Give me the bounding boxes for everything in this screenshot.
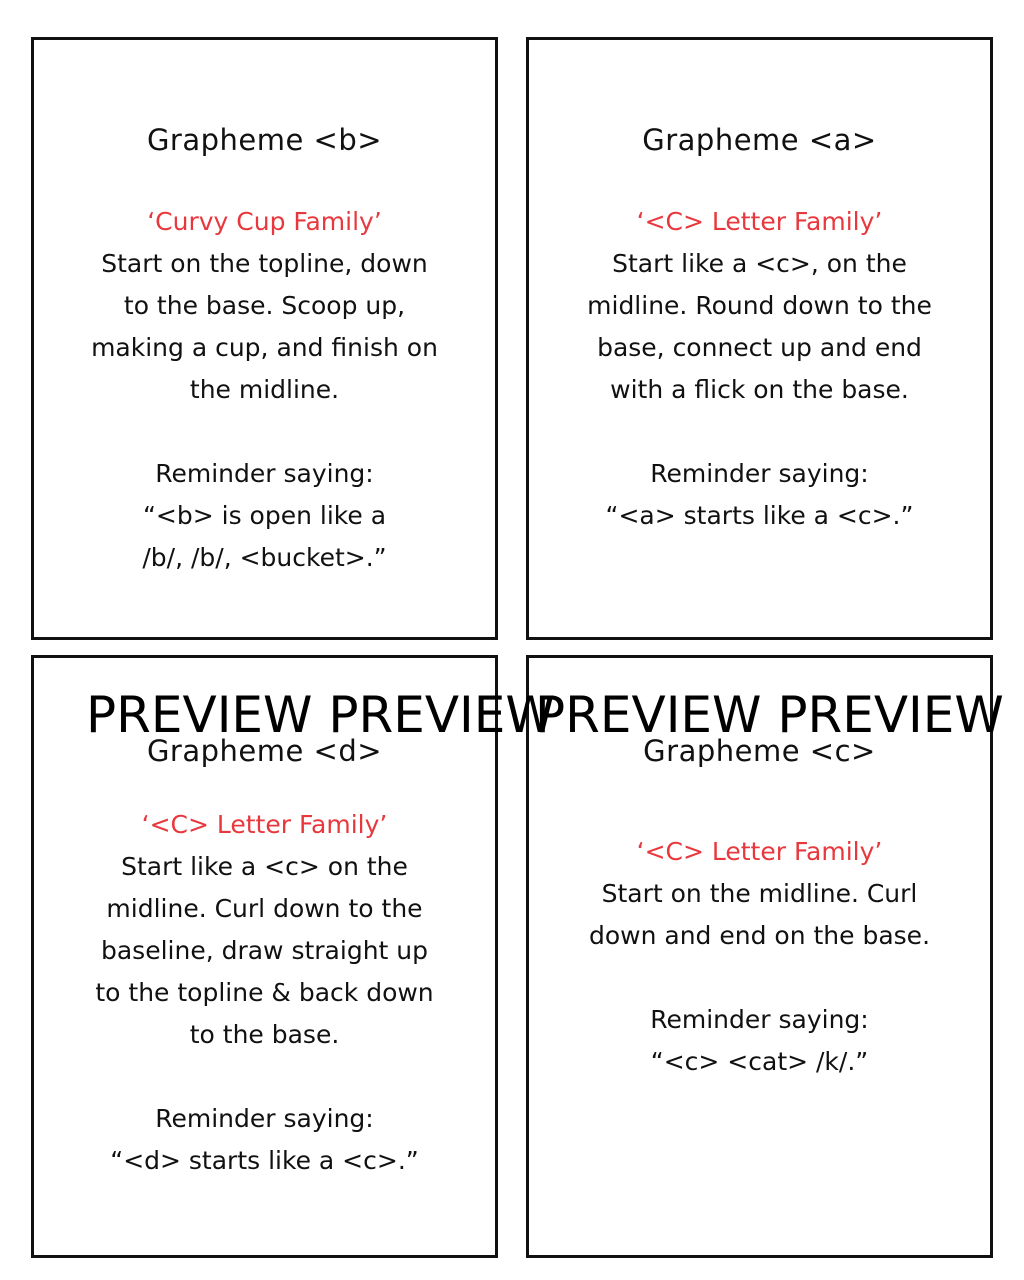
letter-family-label: ‘Curvy Cup Family’ xyxy=(147,207,382,236)
preview-watermark: PREVIEW PREVIEW xyxy=(86,686,555,744)
reminder-line: “<b> is open like a xyxy=(142,501,387,530)
card-content xyxy=(34,804,495,1182)
reminder-line: “<a> starts like a <c>.” xyxy=(605,501,914,530)
reminder-line: “<c> <cat> /k/.” xyxy=(650,1047,869,1076)
reminder-block xyxy=(34,1098,495,1182)
grapheme-card-a xyxy=(526,37,993,640)
letter-family-label: ‘<C> Letter Family’ xyxy=(636,207,883,236)
card-title: Grapheme <c> xyxy=(643,734,876,768)
card-title: Grapheme <b> xyxy=(146,123,383,157)
reminder-label: Reminder saying: xyxy=(650,459,869,488)
grapheme-card-c xyxy=(526,655,993,1258)
reminder-label: Reminder saying: xyxy=(155,1104,374,1133)
card-title: Grapheme <a> xyxy=(642,123,877,157)
instruction-line: midline. Round down to the xyxy=(587,291,932,320)
grapheme-card-d xyxy=(31,655,498,1258)
instruction-line: to the base. xyxy=(189,1020,340,1049)
reminder-line: “<d> starts like a <c>.” xyxy=(110,1146,419,1175)
reminder-label: Reminder saying: xyxy=(155,459,374,488)
instruction-line: making a cup, and finish on xyxy=(91,333,438,362)
instruction-line: Start on the midline. Curl xyxy=(601,879,918,908)
instruction-line: to the base. Scoop up, xyxy=(123,291,406,320)
letter-family-label: ‘<C> Letter Family’ xyxy=(636,837,883,866)
reminder-block xyxy=(529,999,990,1083)
card-title: Grapheme <d> xyxy=(146,734,383,768)
instruction-line: Start like a <c> on the xyxy=(121,852,408,881)
instruction-line: with a flick on the base. xyxy=(610,375,909,404)
spacer xyxy=(34,411,495,453)
instruction-line: baseline, draw straight up xyxy=(100,936,428,965)
reminder-line: /b/, /b/, <bucket>.” xyxy=(142,543,387,572)
card-content xyxy=(529,201,990,537)
formation-instructions xyxy=(529,243,990,411)
formation-instructions xyxy=(529,873,990,957)
formation-instructions xyxy=(34,243,495,411)
formation-instructions xyxy=(34,846,495,1056)
instruction-line: midline. Curl down to the xyxy=(106,894,423,923)
reminder-block xyxy=(529,453,990,537)
preview-watermark: PREVIEW PREVIEW xyxy=(535,686,1004,744)
instruction-line: base, connect up and end xyxy=(597,333,922,362)
card-content xyxy=(529,831,990,1083)
card-content xyxy=(34,201,495,579)
card-title-wrap xyxy=(529,120,990,160)
instruction-line: to the topline & back down xyxy=(95,978,434,1007)
instruction-line: the midline. xyxy=(189,375,340,404)
reminder-label: Reminder saying: xyxy=(650,1005,869,1034)
instruction-line: Start on the topline, down xyxy=(101,249,428,278)
card-title-wrap xyxy=(34,120,495,160)
instruction-line: down and end on the base. xyxy=(588,921,931,950)
spacer xyxy=(529,411,990,453)
spacer xyxy=(529,957,990,999)
letter-family-label: ‘<C> Letter Family’ xyxy=(141,810,388,839)
grapheme-card-b xyxy=(31,37,498,640)
spacer xyxy=(34,1056,495,1098)
reminder-block xyxy=(34,453,495,579)
instruction-line: Start like a <c>, on the xyxy=(612,249,907,278)
